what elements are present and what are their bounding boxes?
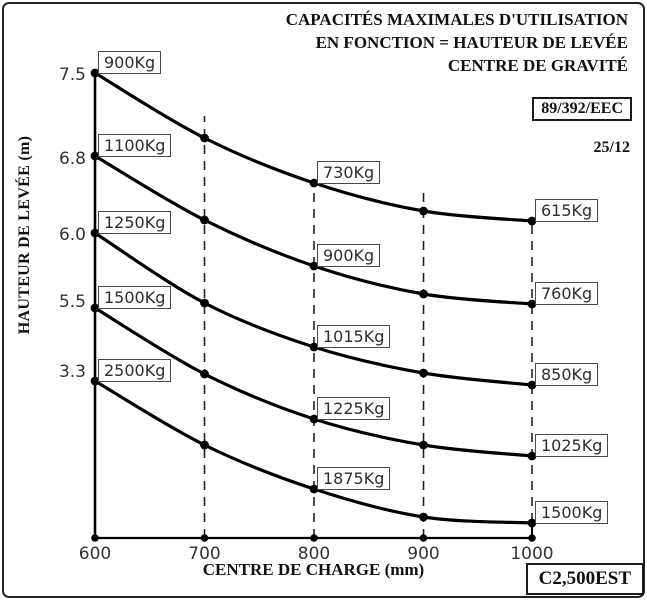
chart-title-line-1: CAPACITÉS MAXIMALES D'UTILISATION [285, 10, 628, 29]
curve-point-dot [419, 369, 428, 378]
capacity-label: 1100Kg [98, 134, 171, 157]
x-tick-label: 600 [78, 544, 112, 564]
curve-point-dot [200, 441, 209, 450]
capacity-label: 1250Kg [98, 211, 171, 234]
capacity-label: 1225Kg [317, 397, 390, 420]
y-tick-label: 6.8 [58, 149, 86, 169]
curve-point-dot [419, 513, 428, 522]
curve-point-dot [310, 262, 319, 271]
capacity-label: 1875Kg [317, 467, 390, 490]
x-axis-title: CENTRE DE CHARGE (mm) [202, 560, 425, 579]
curve-point-dot [528, 217, 537, 226]
curve-point-dot [528, 452, 537, 461]
capacity-label: 900Kg [317, 244, 380, 267]
curve-point-dot [419, 441, 428, 450]
directive-badge: 89/392/EEC [532, 97, 632, 121]
curve-point-dot [528, 300, 537, 309]
curve-point-dot [310, 179, 319, 188]
capacity-label: 2500Kg [98, 359, 171, 382]
x-tick-label: 1000 [510, 544, 554, 564]
capacity-label: 850Kg [535, 363, 598, 386]
curve-point-dot [419, 207, 428, 216]
curve-point-dot [310, 485, 319, 494]
y-tick-label: 6.0 [58, 225, 86, 245]
curve-point-dot [200, 299, 209, 308]
curve-point-dot [200, 134, 209, 143]
x-tick-dot [91, 534, 99, 542]
capacity-label: 1025Kg [535, 434, 608, 457]
x-tick-dot [420, 534, 428, 542]
chart-title-line-3: CENTRE DE GRAVITÉ [447, 56, 628, 75]
y-axis-title-text: HAUTEUR DE LEVÉE (m) [16, 135, 33, 335]
chart-title-line-2: EN FONCTION = HAUTEUR DE LEVÉE [315, 33, 628, 52]
x-tick-dot [528, 534, 536, 542]
curve-point-dot [91, 229, 100, 238]
date-code: 25/12 [593, 139, 630, 156]
curve-point-dot [91, 377, 100, 386]
capacity-label: 1500Kg [535, 501, 608, 524]
y-tick-label: 5.5 [58, 292, 86, 312]
capacity-label: 730Kg [317, 161, 380, 184]
capacity-label: 900Kg [98, 51, 161, 74]
x-tick-label: 800 [297, 544, 331, 564]
curve-point-dot [91, 304, 100, 313]
y-tick-label: 3.3 [58, 362, 86, 382]
curve-point-dot [528, 381, 537, 390]
x-tick-label: 700 [188, 544, 221, 564]
curve-point-dot [310, 343, 319, 352]
x-tick-dot [201, 534, 209, 542]
capacity-label: 1500Kg [98, 286, 171, 309]
x-tick-label: 900 [407, 544, 440, 564]
curve-point-dot [200, 370, 209, 379]
curve-point-dot [419, 290, 428, 299]
capacity-label: 1015Kg [317, 325, 390, 348]
curve-point-dot [91, 152, 100, 161]
curve-point-dot [310, 415, 319, 424]
curve-point-dot [200, 216, 209, 225]
capacity-label: 615Kg [535, 199, 598, 222]
x-tick-dot [310, 534, 318, 542]
model-code-badge: C2,500EST [526, 563, 644, 595]
capacity-label: 760Kg [535, 282, 598, 305]
curve-point-dot [91, 69, 100, 78]
curve-point-dot [528, 519, 537, 528]
y-tick-label: 7.5 [58, 65, 86, 85]
